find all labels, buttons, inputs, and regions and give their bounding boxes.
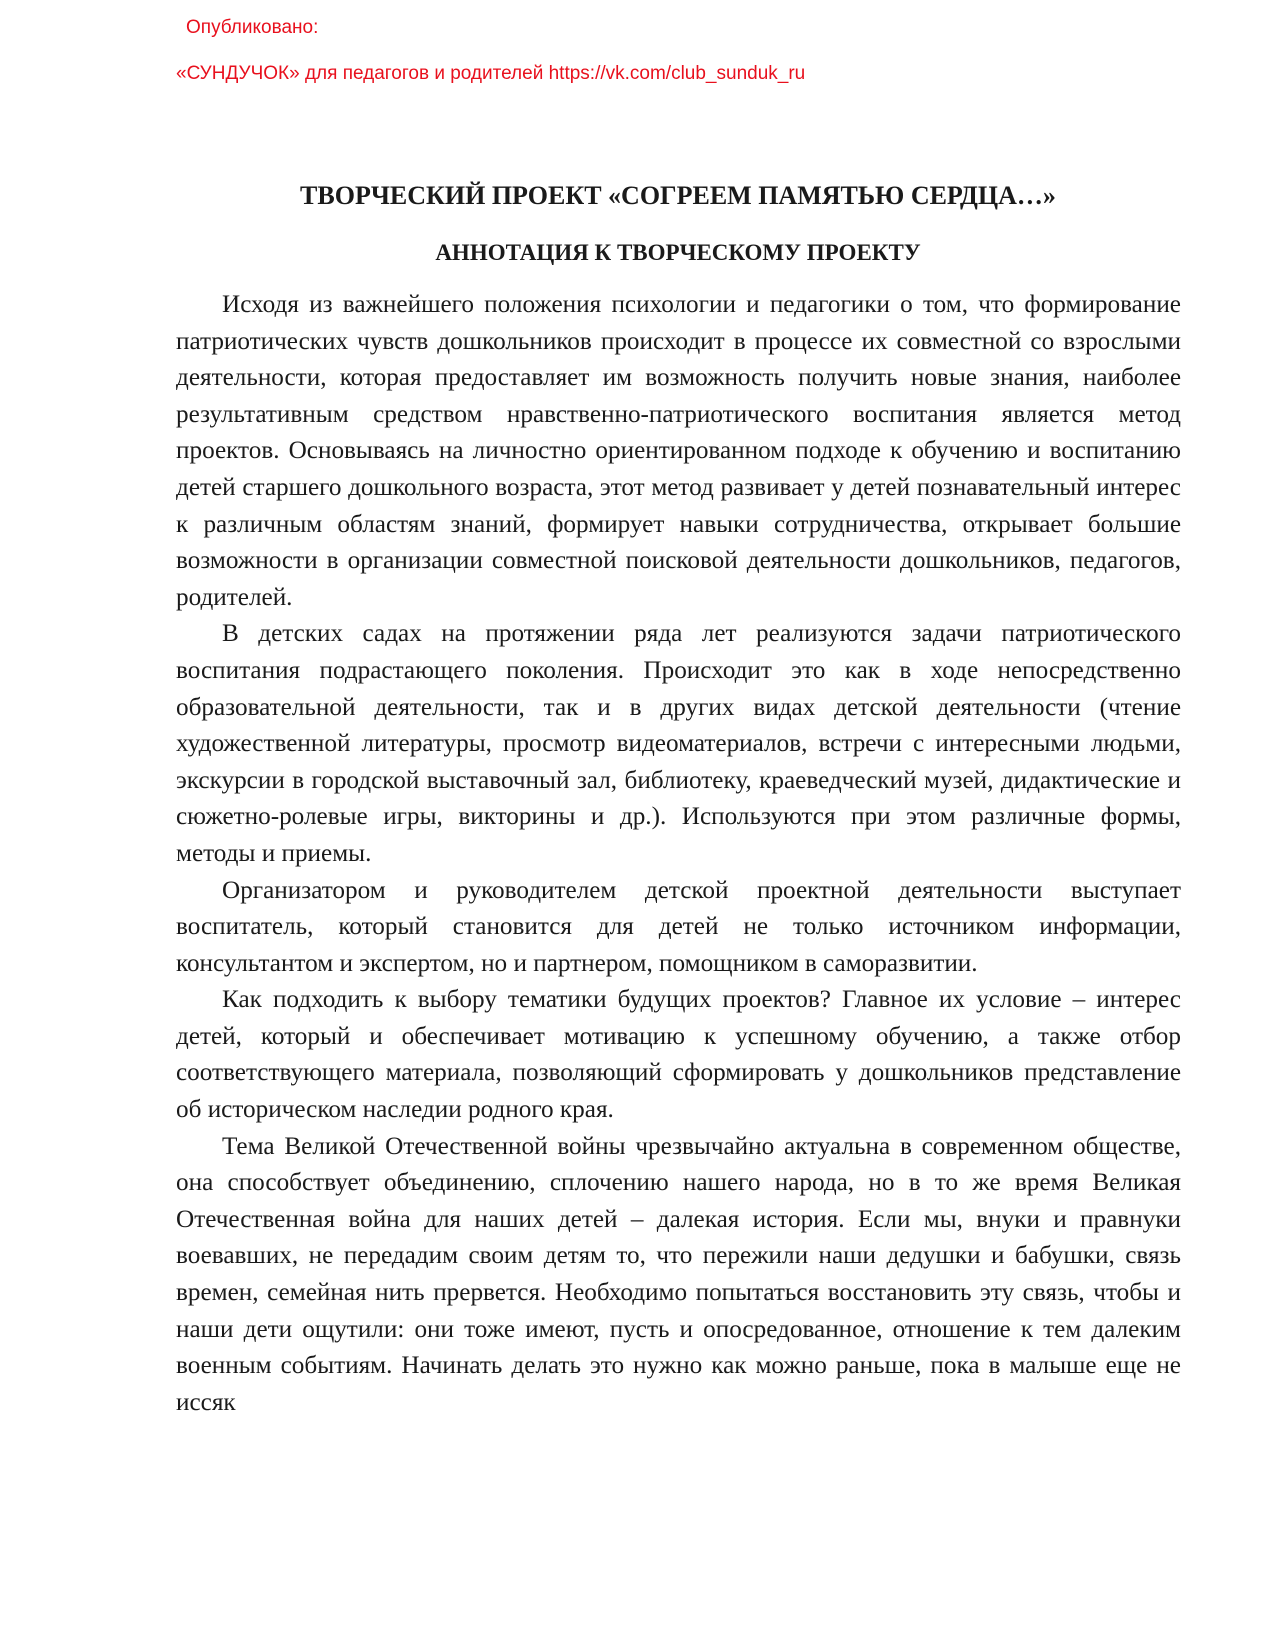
paragraph-2: В детских садах на протяжении ряда лет реализуются задачи патриотического воспитания подрастающего поколения. Происходит это как в ходе непосредственно образовательной деятельности, так и в других видах детской деятельности (чтение художественной литературы, просмотр видеоматериалов, встречи с интересными людьми, экскурсии в городской выставочный зал, библиотеку, краеведческий музей, дидактические и сюжетно-ролевые игры, викторины и др.). Используются при этом различные формы, методы и приемы. <box>176 620 1181 867</box>
published-label: Опубликовано: <box>186 17 319 38</box>
paragraph-4: Как подходить к выбору тематики будущих проектов? Главное их условие – интерес детей, который и обеспечивает мотивацию к успешному обучению, а также отбор соответствующего материала, позволяющий сформировать у дошкольников представление об историческом наследии родного края. <box>176 986 1181 1124</box>
paragraph-3: Организатором и руководителем детской проектной деятельности выступает воспитатель, который становится для детей не только источником информации, консультантом и экспертом, но и партнером, помощником в саморазвитии. <box>176 876 1181 977</box>
document-subtitle: АННОТАЦИЯ К ТВОРЧЕСКОМУ ПРОЕКТУ <box>435 240 921 265</box>
document-title: ТВОРЧЕСКИЙ ПРОЕКТ «СОГРЕЕМ ПАМЯТЬЮ СЕРДЦА…» <box>300 181 1056 210</box>
source-link[interactable]: «СУНДУЧОК» для педагогов и родителей https://vk.com/club_sunduk_ru <box>176 63 806 84</box>
paragraph-5: Тема Великой Отечественной войны чрезвычайно актуальна в современном обществе, она способствует объединению, сплочению нашего народа, но в то же время Великая Отечественная война для наших детей – далекая история. Если мы, внуки и правнуки воевавших, не передадим своим детям то, что пережили наши дедушки и бабушки, связь времен, семейная нить прервется. Необходимо попытаться восстановить эту связь, чтобы и наши дети ощутили: они тоже имеют, пусть и опосредованное, отношение к тем далеким военным событиям. Начинать делать это нужно как можно раньше, пока в малыше еще не иссяк <box>176 1132 1181 1416</box>
paragraph-1: Исходя из важнейшего положения психологии и педагогики о том, что формирование патриотических чувств дошкольников происходит в процессе их совместной со взрослыми деятельности, которая предоставляет им возможность получить новые знания, наиболее результативным средством нравственно-патриотического воспитания является метод проектов. Основываясь на личностно ориентированном подходе к обучению и воспитанию детей старшего дошкольного возраста, этот метод развивает у детей познавательный интерес к различным областям знаний, формирует навыки сотрудничества, открывает большие возможности в организации совместной поисковой деятельности дошкольников, педагогов, родителей. <box>176 291 1181 611</box>
document-body <box>176 287 1181 1421</box>
